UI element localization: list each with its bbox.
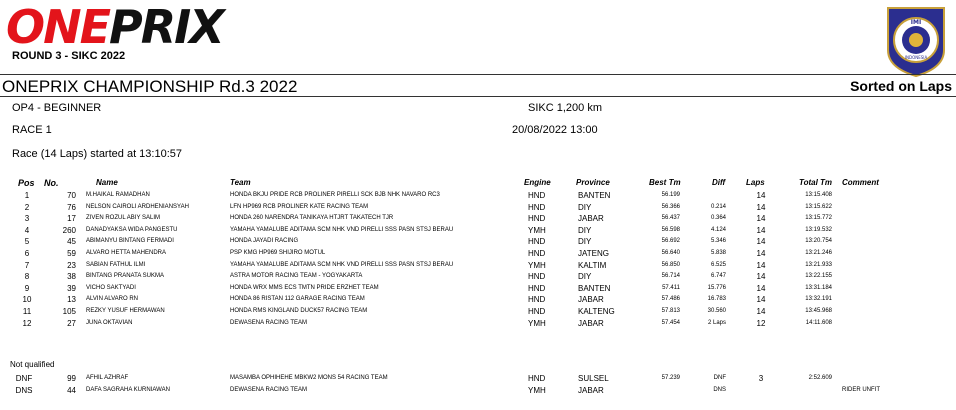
race-start: Race (14 Laps) started at 13:10:57 [12,148,182,160]
pos-cell: 11 [22,307,32,316]
province-cell: JABAR [578,295,604,305]
laps-cell: 14 [756,307,766,316]
province-cell: BANTEN [578,283,611,293]
total-time-cell: 13:31.184 [805,284,832,291]
gap-cell: 0.214 [710,203,726,210]
team-name-cell: YAMAHA YAMALUBE ADITAMA SCM NHK VND PIRELLI SSS PASN STSJ BERAU [230,226,454,233]
pos-cell: 12 [22,318,32,328]
best-time-cell: 56.640 [661,250,680,256]
team-name-cell: DEWASENA RACING TEAM [230,319,308,326]
table-row [0,374,956,386]
gap-cell: 0.364 [710,215,726,222]
car-number-cell: 44 [67,386,76,395]
rider-name-cell: DANADYAKSA WIDA PANGESTU [86,226,178,233]
car-number-cell: 27 [67,318,76,328]
divider [0,96,956,97]
table-row [0,295,956,307]
team-name-cell: HONDA JAYADI RACING [230,238,299,245]
total-time-cell: 14:11.608 [805,319,832,326]
team-name-cell: ASTRA MOTOR RACING TEAM - YOGYAKARTA [230,273,363,280]
rider-name-cell: ALVIN ALVARO RN [86,296,139,303]
province-cell: DIY [578,237,592,247]
province-cell: KALTIM [578,260,607,270]
gap-cell: 15.776 [707,284,726,291]
car-number-cell: 70 [67,191,76,200]
engine-cell: HND [528,191,546,200]
best-time-cell: 56.199 [661,192,680,198]
best-time-cell: 56.598 [661,226,680,233]
rider-name-cell: JUNA OKTAVIAN [86,319,133,326]
engine-cell: HND [528,237,546,247]
emblem-bottom-text: INDONESIA [904,55,928,60]
col-diff: Diff [712,178,726,187]
laps-cell: 14 [756,272,766,282]
table-row [0,249,956,261]
gap-cell: 5.838 [710,250,726,256]
pos-cell: 3 [24,214,30,224]
total-time-cell: 13:21.933 [805,261,832,268]
engine-cell: HND [528,249,546,258]
engine-cell: YMH [528,318,546,328]
car-number-cell: 39 [67,283,76,293]
engine-cell: HND [528,214,546,224]
col-comment: Comment [842,178,879,187]
car-number-cell: 38 [67,272,76,282]
team-name-cell: HONDA BKJU PRIDE RCB PROLINER PIRELLI SCK BJB NHK NAVARO RC3 [230,192,440,198]
pos-cell: 8 [24,272,30,282]
province-cell: BANTEN [578,191,611,200]
team-name-cell: HONDA WRX MMS ECS TMTN PRIDE ERZHET TEAM [230,284,379,291]
rider-name-cell: ABIMANYU BINTANG FERMADI [86,238,174,245]
gap-cell: 6.747 [710,273,726,280]
province-cell: JATENG [578,249,609,258]
car-number-cell: 76 [67,202,76,212]
best-time-cell: 57.454 [661,319,680,326]
gap-cell: 2 Laps [707,319,726,326]
team-name-cell: YAMAHA YAMALUBE ADITAMA SCM NHK VND PIRELLI SSS PASN STSJ BERAU [230,261,454,268]
rider-name-cell: ALVARO HETTA MAHENDRA [86,250,167,256]
total-time-cell: 13:22.155 [805,273,832,280]
rider-name-cell: AFHIL AZHRAF [86,375,129,381]
rider-name-cell: REZKY YUSUF HERMAWAN [86,308,165,314]
pos-cell: 6 [24,249,30,258]
engine-cell: HND [528,272,546,282]
engine-cell: HND [528,307,546,316]
best-time-cell: 56.692 [661,238,680,245]
engine-cell: YMH [528,225,546,235]
best-time-cell: 57.486 [661,296,680,303]
laps-cell: 14 [756,237,766,247]
pos-cell: 5 [24,237,30,247]
championship-title: ONEPRIX CHAMPIONSHIP Rd.3 2022 [2,77,298,96]
table-row [0,272,956,284]
race-class: OP4 - BEGINNER [12,102,102,114]
team-name-cell: PSP KMG HP969 SHIJIRO MOTUL [230,250,326,256]
divider [0,74,956,75]
total-time-cell: 13:15.622 [805,203,832,210]
team-name-cell: HONDA 86 RISTAN 112 GARAGE RACING TEAM [230,296,365,303]
car-number-cell: 13 [67,295,76,305]
best-time-cell: 56.366 [661,203,680,210]
best-time-cell: 57.239 [661,375,680,381]
col-province: Province [576,178,610,187]
province-cell: JABAR [578,386,604,395]
race-datetime: 20/08/2022 13:00 [512,124,598,136]
province-cell: DIY [578,225,592,235]
col-total: Total Tm [799,178,833,187]
table-row [0,214,956,226]
best-time-cell: 57.411 [662,284,680,291]
engine-cell: YMH [528,260,546,270]
province-cell: JABAR [578,214,604,224]
province-cell: KALTENG [578,307,615,316]
engine-cell: HND [528,202,546,212]
laps-cell: 14 [756,295,766,305]
total-time-cell: 13:19.532 [805,226,832,233]
col-pos: Pos [18,178,35,188]
engine-cell: HND [528,283,546,293]
gap-cell: 16.783 [707,296,726,303]
table-row [0,203,956,215]
car-number-cell: 17 [67,214,76,224]
car-number-cell: 23 [67,260,76,270]
total-time-cell: 13:21.246 [805,250,832,256]
table-row [0,319,956,331]
province-cell: SULSEL [578,374,609,383]
table-row [0,284,956,296]
table-row [0,226,956,238]
table-row [0,191,956,203]
laps-cell: 14 [756,283,766,293]
imi-emblem-icon [884,4,948,78]
emblem-top-text: IMI [910,19,922,26]
total-time-cell: 13:32.191 [805,296,832,303]
car-number-cell: 260 [62,225,76,235]
rider-name-cell: VICHO SAKTYADI [86,284,136,291]
total-time-cell: 13:15.408 [805,192,832,198]
circuit: SIKC 1,200 km [528,102,602,114]
team-name-cell: HONDA RMS KINGLAND DUCK57 RACING TEAM [230,308,368,314]
engine-cell: HND [528,295,546,305]
pos-cell: DNF [15,374,33,383]
province-cell: DIY [578,272,592,282]
col-name: Name [96,178,118,187]
gap-cell: 6.525 [710,261,726,268]
col-no: No. [44,178,59,188]
engine-cell: HND [528,374,546,383]
total-time-cell: 2:52.609 [808,375,832,381]
laps-cell: 14 [756,202,766,212]
rider-name-cell: DAFA SAGRAHA KURNIAWAN [86,387,170,393]
best-time-cell: 56.850 [661,261,680,268]
rider-name-cell: SABIAN FATHUL ILMI [86,261,146,268]
laps-cell: 14 [756,260,766,270]
total-time-cell: 13:45.968 [805,308,832,314]
comment-cell: RIDER UNFIT [842,387,880,393]
team-name-cell: MASAMBA OPHIHEHE MBKW2 MONS 54 RACING TEAM [230,375,388,381]
rider-name-cell: M.HAIKAL RAMADHAN [86,192,150,198]
car-number-cell: 59 [67,249,76,258]
laps-cell: 14 [756,225,766,235]
total-time-cell: 13:15.772 [805,215,832,222]
gap-cell: 5.346 [710,238,726,245]
col-team: Team [230,178,251,187]
col-laps: Laps [746,178,765,187]
car-number-cell: 105 [62,307,76,316]
pos-cell: 1 [24,191,30,200]
pos-cell: 2 [24,202,30,212]
gap-cell: DNF [713,375,726,381]
laps-cell: 14 [756,214,766,224]
rider-name-cell: BINTANG PRANATA SUKMA [86,273,165,280]
pos-cell: 4 [24,225,30,235]
col-engine: Engine [524,178,551,187]
car-number-cell: 99 [67,374,76,383]
best-time-cell: 56.714 [661,273,680,280]
pos-cell: 9 [24,283,30,293]
engine-cell: YMH [528,386,546,395]
gap-cell: 4.124 [710,226,726,233]
province-cell: JABAR [578,318,604,328]
team-name-cell: HONDA 260 NARENDRA TANIKAYA HTJRT TAKATECH TJR [230,215,394,222]
table-row [0,307,956,319]
province-cell: DIY [578,202,592,212]
laps-cell: 12 [756,318,766,328]
rider-name-cell: NELSON CAIROLI ARDHENIANSYAH [86,203,189,210]
table-row [0,261,956,273]
team-name-cell: LFN HP969 RCB PROLINER KATE RACING TEAM [230,203,369,210]
gap-cell: DNS [713,387,726,393]
pos-cell: 7 [24,260,30,270]
best-time-cell: 56.437 [661,215,680,222]
table-row [0,237,956,249]
not-qualified-label: Not qualified [10,360,55,369]
laps-cell: 3 [758,374,764,383]
laps-cell: 14 [756,191,766,200]
total-time-cell: 13:20.754 [805,238,832,245]
gap-cell: 30.560 [707,308,726,314]
team-name-cell: DEWASENA RACING TEAM [230,387,308,393]
car-number-cell: 45 [67,237,76,247]
race-number: RACE 1 [12,124,52,136]
pos-cell: DNS [15,386,33,395]
rider-name-cell: ZIVEN ROZUL ABIY SALIM [86,215,161,222]
col-best: Best Tm [649,178,681,187]
pos-cell: 10 [22,295,32,305]
best-time-cell: 57.813 [661,308,680,314]
round-subtitle: ROUND 3 - SIKC 2022 [12,50,126,62]
sort-label: Sorted on Laps [850,78,952,94]
laps-cell: 14 [756,249,766,258]
table-row [0,386,956,398]
oneprix-logo: ONEPRIX [6,0,223,54]
